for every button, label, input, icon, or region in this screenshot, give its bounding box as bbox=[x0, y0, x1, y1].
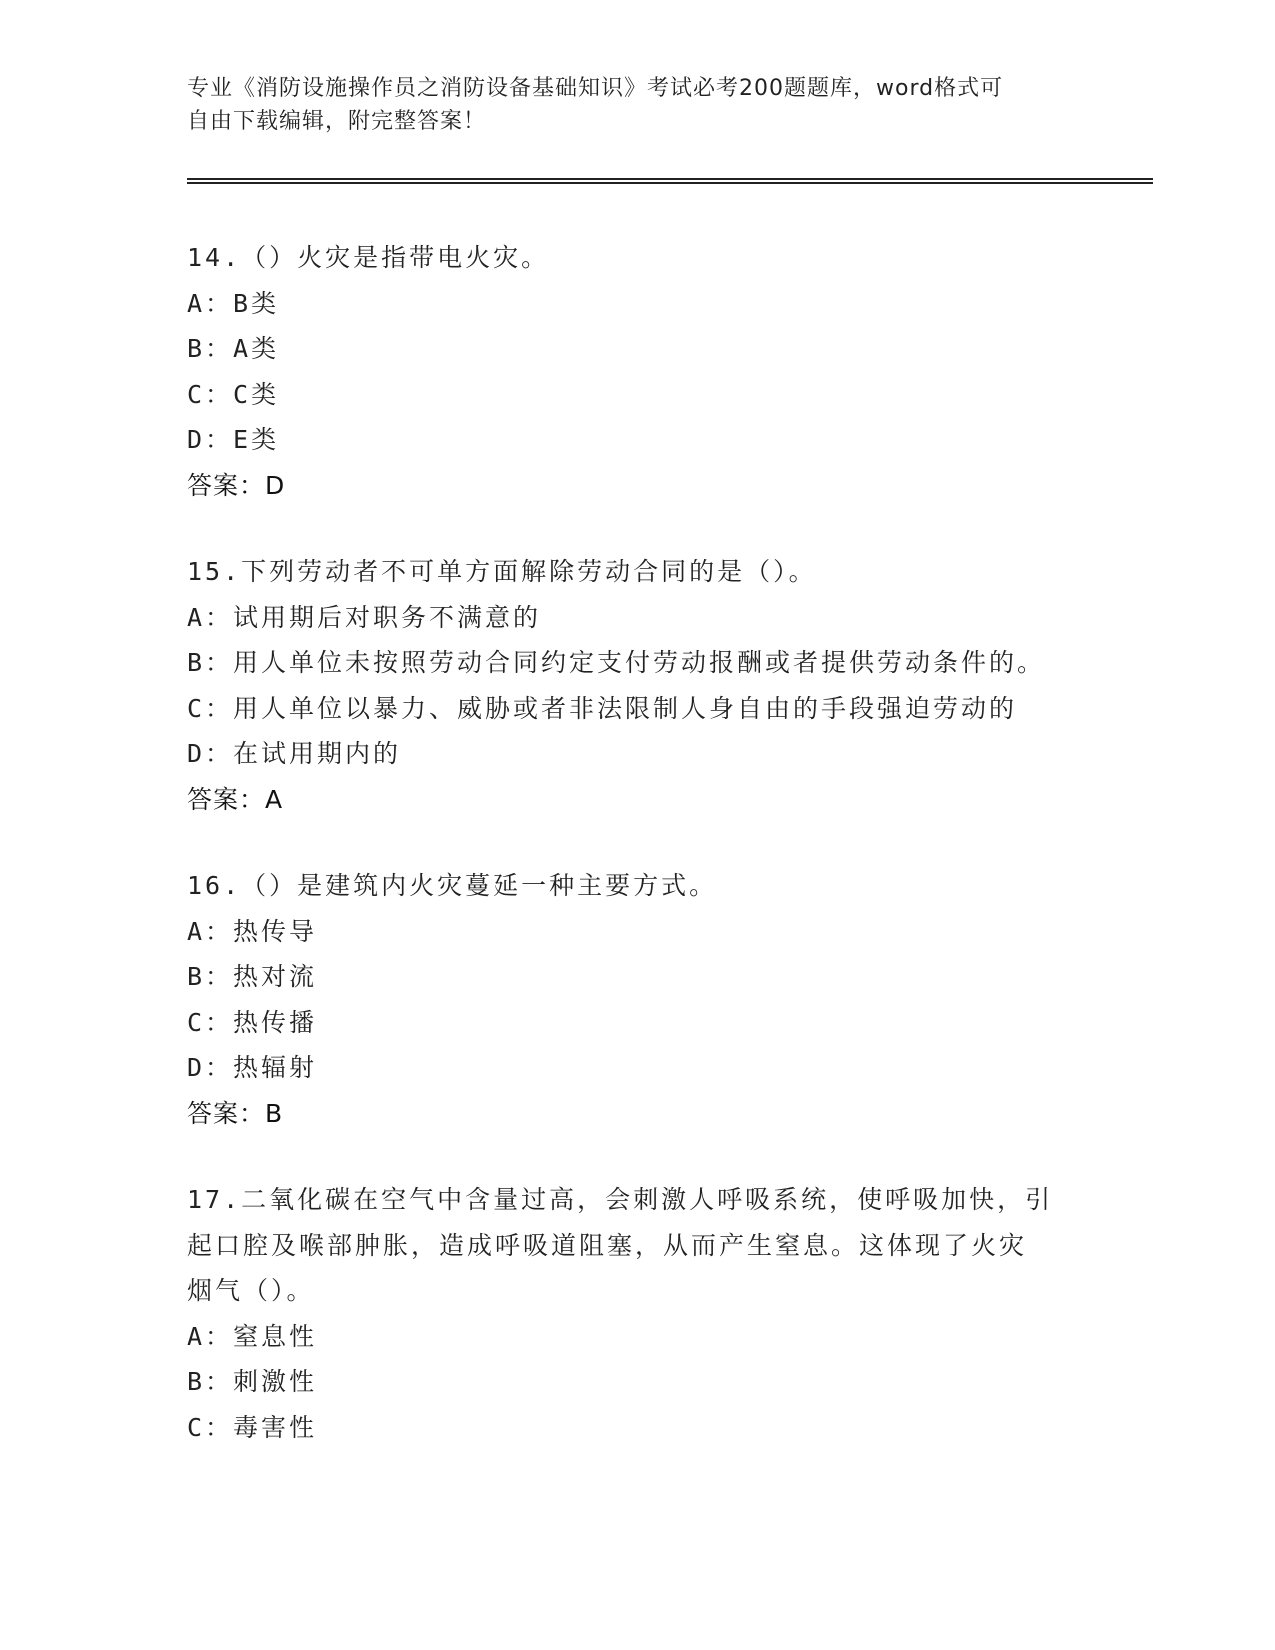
option-d: D：E类 bbox=[187, 425, 280, 454]
option-a: A：热传导 bbox=[187, 916, 318, 946]
header-title-line-1: 专业《消防设施操作员之消防设备基础知识》考试必考200题题库，word格式可 bbox=[187, 76, 1004, 101]
option-c: C：C类 bbox=[187, 379, 280, 409]
option-c: C：毒害性 bbox=[187, 1412, 318, 1442]
question-stem-line-1: 17.二氧化碳在空气中含量过高，会刺激人呼吸系统，使呼吸加快，引 bbox=[187, 1185, 1054, 1214]
question-list bbox=[187, 235, 1087, 1491]
option-b: B：刺激性 bbox=[187, 1367, 318, 1396]
question-stem-line-2: 起口腔及喉部肿胀，造成呼吸道阻塞，从而产生窒息。这体现了火灾 bbox=[187, 1230, 1028, 1260]
question-14 bbox=[187, 235, 1087, 508]
answer-line: 答案：A bbox=[187, 784, 284, 814]
question-stem-line-3: 烟气（）。 bbox=[187, 1276, 315, 1305]
option-c: C：用人单位以暴力、威胁或者非法限制人身自由的手段强迫劳动的 bbox=[187, 693, 1018, 723]
option-d: D：在试用期内的 bbox=[187, 739, 402, 768]
option-b: B：热对流 bbox=[187, 962, 318, 991]
question-stem: 16.（）是建筑内火灾蔓延一种主要方式。 bbox=[187, 871, 718, 900]
option-b: B：A类 bbox=[187, 334, 280, 363]
answer-line: 答案：D bbox=[187, 470, 286, 500]
question-stem: 14.（）火灾是指带电火灾。 bbox=[187, 243, 550, 272]
question-15 bbox=[187, 549, 1087, 822]
header-divider bbox=[187, 178, 1153, 184]
option-a: A：试用期后对职务不满意的 bbox=[187, 602, 542, 632]
option-b: B：用人单位未按照劳动合同约定支付劳动报酬或者提供劳动条件的。 bbox=[187, 648, 1046, 677]
answer-line: 答案：B bbox=[187, 1098, 284, 1128]
option-d: D：热辐射 bbox=[187, 1053, 318, 1082]
question-16 bbox=[187, 863, 1087, 1136]
question-17 bbox=[187, 1177, 1087, 1450]
header-title-line-2: 自由下载编辑，附完整答案！ bbox=[187, 109, 487, 134]
option-c: C：热传播 bbox=[187, 1007, 318, 1037]
option-a: A：窒息性 bbox=[187, 1321, 318, 1351]
question-stem: 15.下列劳动者不可单方面解除劳动合同的是（）。 bbox=[187, 557, 817, 586]
option-a: A：B类 bbox=[187, 288, 280, 318]
document-header bbox=[187, 72, 1067, 138]
